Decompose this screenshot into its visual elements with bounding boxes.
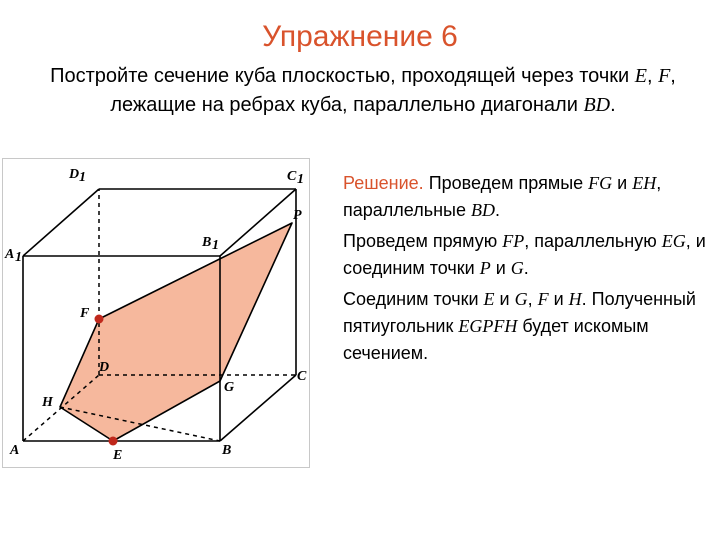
task-statement — [18, 62, 708, 120]
label-b1: B — [202, 235, 212, 250]
solution-text-span: и — [494, 289, 515, 309]
task-text-3: . — [610, 94, 616, 116]
label-d: D — [99, 360, 110, 375]
solution-text-span: , — [527, 289, 538, 309]
cube-diagram — [3, 159, 309, 467]
label-g: G — [224, 380, 235, 395]
label-a1-sub: 1 — [15, 250, 22, 265]
label-c: C — [297, 369, 307, 384]
label-a1: A — [5, 247, 15, 262]
solution-text-span: Проведем прямую — [343, 231, 503, 251]
solution-text-span: и — [612, 173, 633, 193]
task-text-1: Постройте сечение куба плоскостью, проходящей через точки — [50, 65, 635, 87]
line-fp: FP — [502, 231, 525, 251]
label-e: E — [113, 448, 123, 463]
point-e-marker — [109, 437, 118, 446]
solution-text-span: , и соединим точки — [343, 231, 706, 278]
point-g: G — [514, 289, 528, 309]
solution-heading: Решение. — [343, 173, 424, 193]
line-eh: EH — [632, 173, 657, 193]
task-point-e: E — [634, 65, 647, 87]
label-d1: D — [69, 167, 80, 182]
solution-text-span: , параллельные — [343, 173, 662, 220]
label-c1: C — [287, 169, 297, 184]
label-d1-sub: 1 — [79, 170, 86, 185]
solution-text-span: Соединим точки — [343, 289, 484, 309]
label-b: B — [222, 443, 232, 458]
label-b1-sub: 1 — [212, 238, 219, 253]
solution-paragraph-1 — [343, 170, 713, 224]
point-p: P — [479, 258, 491, 278]
point-e: E — [483, 289, 495, 309]
solution-text-span: . Полученный пятиугольник — [343, 289, 696, 336]
solution-text-span: и — [548, 289, 569, 309]
label-p: P — [293, 208, 302, 223]
solution-text-span: . — [494, 200, 500, 220]
pentagon-name: EGPFH — [458, 316, 518, 336]
point-f-marker — [95, 315, 104, 324]
point-f: F — [537, 289, 549, 309]
solution-paragraph-3 — [343, 286, 713, 367]
point-h: H — [568, 289, 582, 309]
label-c1-sub: 1 — [297, 172, 304, 187]
task-point-f: F — [658, 65, 671, 87]
solution-paragraph-2 — [343, 228, 713, 282]
exercise-title: Упражнение 6 — [262, 20, 458, 53]
solution-text-span: Проведем прямые — [423, 173, 589, 193]
label-a: A — [10, 443, 20, 458]
label-h: H — [42, 395, 53, 410]
diagonal-bd: BD — [470, 200, 495, 220]
solution-text-span: и — [490, 258, 511, 278]
task-comma: , — [646, 65, 659, 87]
line-fg: FG — [588, 173, 613, 193]
label-f: F — [80, 306, 90, 321]
edge-d1-a1 — [23, 189, 99, 256]
task-text-2: , лежащие на ребрах куба, параллельно диагонали — [110, 65, 676, 116]
task-diagonal-bd: BD — [583, 94, 611, 116]
point-g: G — [510, 258, 524, 278]
line-eg: EG — [661, 231, 686, 251]
solution-text-span: , параллельную — [524, 231, 662, 251]
solution-text — [343, 170, 713, 371]
solution-text-span: . — [523, 258, 529, 278]
solution-text-span: будет искомым сечением. — [343, 316, 649, 363]
cube-figure — [2, 158, 310, 468]
